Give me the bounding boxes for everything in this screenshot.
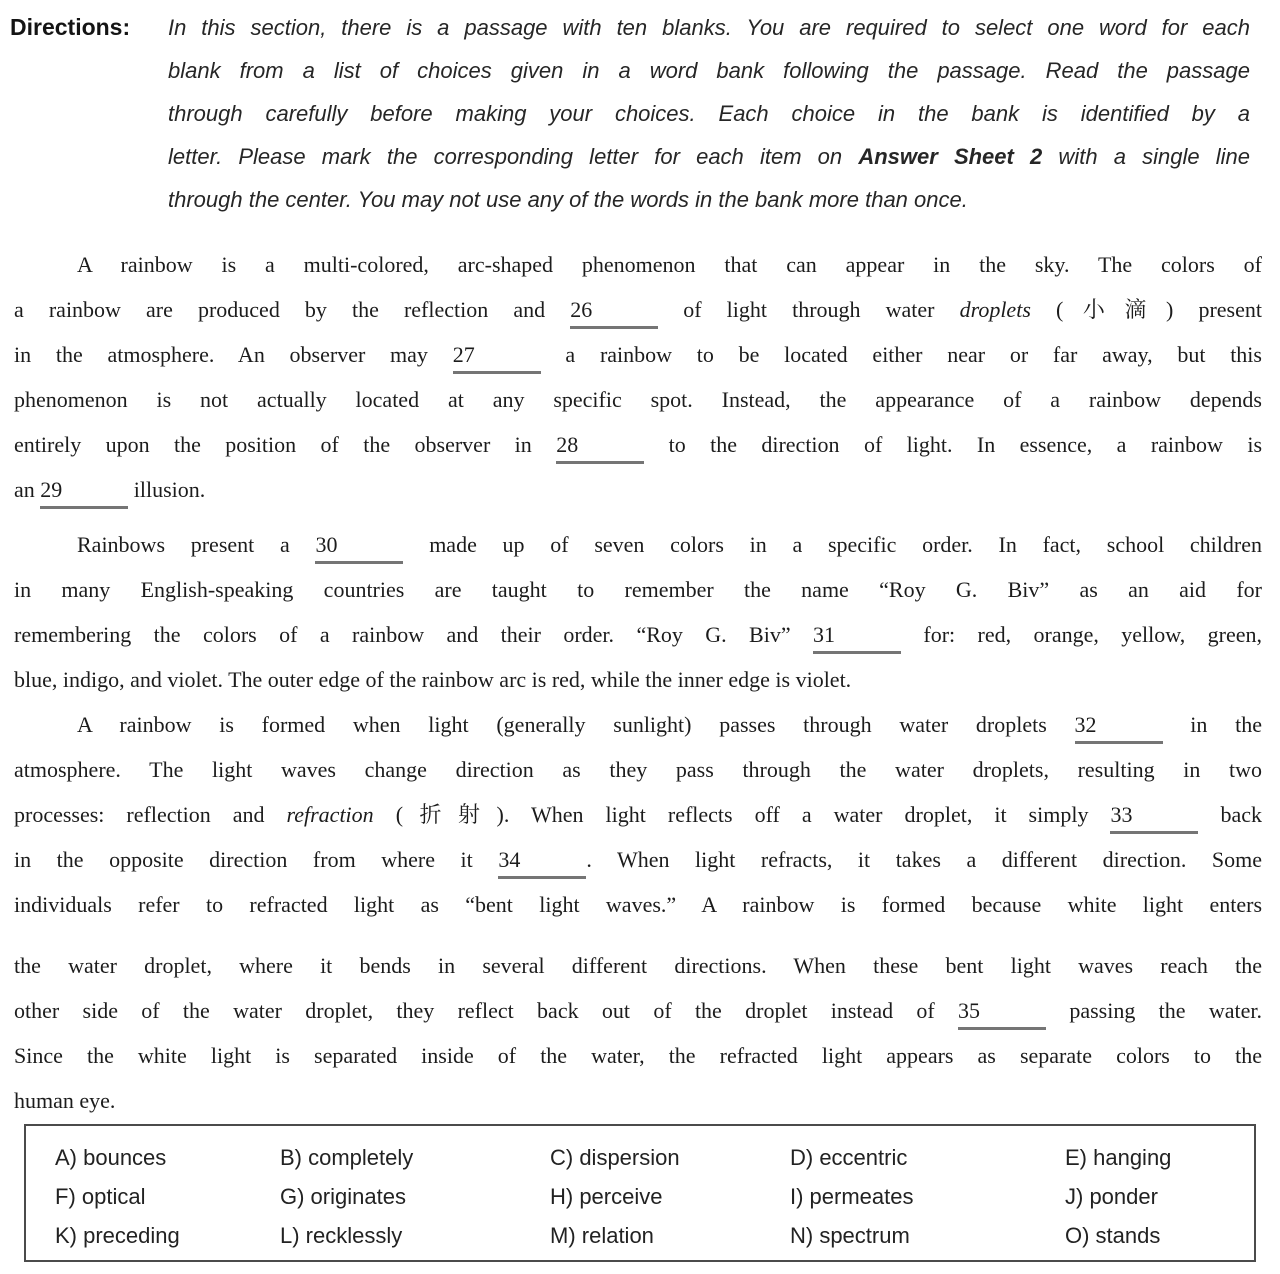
passage-line bbox=[14, 1033, 1262, 1078]
text-run: . When light refracts, it takes a different direction. Some bbox=[586, 847, 1262, 872]
blank-number: 29 bbox=[40, 477, 63, 502]
blank-33 bbox=[1110, 801, 1198, 834]
text-run: in the opposite direction from where it bbox=[14, 847, 499, 872]
passage-line bbox=[14, 988, 1262, 1033]
blank-35 bbox=[958, 997, 1046, 1030]
blank-29 bbox=[40, 476, 128, 509]
text-run: in the bbox=[1162, 712, 1262, 737]
text-run: (小滴) present bbox=[1030, 297, 1262, 322]
directions-line bbox=[168, 6, 1250, 49]
text-run: in many English-speaking countries are taught to remember the name “Roy G. Biv” as an aid for bbox=[14, 577, 1262, 602]
text-run: through the center. You may not use any of the words in the bank more than once. bbox=[168, 187, 968, 212]
text-run: human eye. bbox=[14, 1088, 116, 1113]
passage-paragraph bbox=[14, 242, 1262, 512]
text-run: entirely upon the position of the observer in bbox=[14, 432, 557, 457]
text-run: a rainbow are produced by the reflection and bbox=[14, 297, 571, 322]
passage-paragraph bbox=[14, 943, 1262, 1123]
text-run: made up of seven colors in a specific order. In fact, school children bbox=[403, 532, 1262, 557]
word-bank-item: D) eccentric bbox=[790, 1145, 908, 1170]
blank-31 bbox=[813, 621, 901, 654]
passage-line bbox=[14, 522, 1262, 567]
text-run: A rainbow is a multi-colored, arc-shaped phenomenon that can appear in the sky. The colors of bbox=[77, 252, 1262, 277]
blank-28 bbox=[556, 431, 644, 464]
bold-text: Answer Sheet 2 bbox=[858, 144, 1043, 169]
word-bank bbox=[24, 1124, 1256, 1262]
text-run: for: red, orange, yellow, green, bbox=[901, 622, 1262, 647]
text-run: processes: reflection and bbox=[14, 802, 287, 827]
word-bank-item: J) ponder bbox=[1065, 1184, 1158, 1209]
text-run: a rainbow to be located either near or far away, but this bbox=[540, 342, 1262, 367]
text-run: with a single line bbox=[1042, 144, 1250, 169]
blank-number: 31 bbox=[813, 622, 835, 647]
text-run: blue, indigo, and violet. The outer edge of the rainbow arc is red, while the inner edge is violet. bbox=[14, 667, 852, 692]
passage-line bbox=[14, 882, 1262, 927]
directions-text bbox=[168, 6, 1250, 221]
word-bank-item: C) dispersion bbox=[550, 1145, 680, 1170]
passage-line bbox=[14, 837, 1262, 882]
italic-text: droplets bbox=[959, 297, 1031, 322]
text-run: other side of the water droplet, they reflect back out of the droplet instead of bbox=[14, 998, 959, 1023]
directions-line bbox=[168, 92, 1250, 135]
passage-line bbox=[14, 377, 1262, 422]
word-bank-item: F) optical bbox=[55, 1184, 146, 1209]
passage-paragraph bbox=[14, 702, 1262, 927]
text-run: individuals refer to refracted light as “bent light waves.” A rainbow is formed because white light enters bbox=[14, 892, 1262, 917]
text-run: the water droplet, where it bends in several different directions. When these bent light waves reach the bbox=[14, 953, 1262, 978]
passage-line bbox=[14, 287, 1262, 332]
text-run: through carefully before making your choices. Each choice in the bank is identified by a bbox=[168, 101, 1250, 126]
text-run: In this section, there is a passage with ten blanks. You are required to select one word for each bbox=[168, 15, 1250, 40]
blank-number: 34 bbox=[498, 847, 521, 872]
blank-number: 30 bbox=[315, 532, 338, 557]
text-run: remembering the colors of a rainbow and their order. “Roy G. Biv” bbox=[14, 622, 813, 647]
directions-label: Directions: bbox=[10, 14, 131, 40]
text-run: of light through water bbox=[658, 297, 960, 322]
passage-line bbox=[14, 242, 1262, 287]
word-bank-item: A) bounces bbox=[55, 1145, 167, 1170]
blank-30 bbox=[315, 531, 403, 564]
text-run: to the direction of light. In essence, a rainbow is bbox=[644, 432, 1262, 457]
word-bank-item: O) stands bbox=[1065, 1223, 1161, 1248]
cloze-passage bbox=[14, 242, 1262, 1123]
passage-line bbox=[14, 467, 1262, 512]
word-bank-item: L) recklessly bbox=[280, 1223, 403, 1248]
directions-block bbox=[10, 6, 1250, 221]
passage-line bbox=[14, 1078, 1262, 1123]
passage-line bbox=[14, 747, 1262, 792]
word-bank-item: B) completely bbox=[280, 1145, 414, 1170]
passage-line bbox=[14, 792, 1262, 837]
passage-paragraph bbox=[14, 522, 1262, 702]
text-run: passing the water. bbox=[1046, 998, 1262, 1023]
text-run: blank from a list of choices given in a word bank following the passage. Read the passage bbox=[168, 58, 1250, 83]
text-run: letter. Please mark the corresponding letter for each item on bbox=[168, 144, 859, 169]
blank-26 bbox=[570, 296, 658, 329]
text-run: (折射). When light reflects off a water droplet, it simply bbox=[373, 802, 1111, 827]
word-bank-item: I) permeates bbox=[790, 1184, 914, 1209]
blank-number: 32 bbox=[1074, 712, 1097, 737]
directions-line bbox=[168, 178, 1250, 221]
text-run: in the atmosphere. An observer may bbox=[14, 342, 453, 367]
word-bank-grid bbox=[26, 1126, 1254, 1255]
passage-line bbox=[14, 943, 1262, 988]
blank-number: 26 bbox=[570, 297, 593, 322]
text-run: back bbox=[1198, 802, 1262, 827]
blank-27 bbox=[453, 341, 541, 374]
directions-line bbox=[168, 135, 1250, 178]
blank-number: 27 bbox=[452, 342, 475, 367]
italic-text: refraction bbox=[286, 802, 374, 827]
text-run: an bbox=[14, 477, 41, 502]
text-run: Rainbows present a bbox=[77, 532, 316, 557]
word-bank-item: N) spectrum bbox=[790, 1223, 910, 1248]
word-bank-item: M) relation bbox=[550, 1223, 654, 1248]
blank-number: 28 bbox=[556, 432, 579, 457]
text-run: atmosphere. The light waves change direction as they pass through the water droplets, resulting in two bbox=[14, 757, 1262, 782]
word-bank-item: G) originates bbox=[280, 1184, 406, 1209]
directions-line bbox=[168, 49, 1250, 92]
passage-line bbox=[14, 567, 1262, 612]
text-run: illusion. bbox=[128, 477, 206, 502]
blank-32 bbox=[1075, 711, 1163, 744]
text-run: phenomenon is not actually located at any specific spot. Instead, the appearance of a rainbow depends bbox=[14, 387, 1262, 412]
blank-34 bbox=[498, 846, 586, 879]
passage-line bbox=[14, 702, 1262, 747]
text-run: Since the white light is separated inside of the water, the refracted light appears as separate colors to the bbox=[14, 1043, 1262, 1068]
word-bank-item: H) perceive bbox=[550, 1184, 663, 1209]
word-bank-item: K) preceding bbox=[55, 1223, 180, 1248]
blank-number: 35 bbox=[958, 998, 981, 1023]
text-run: A rainbow is formed when light (generally sunlight) passes through water droplets bbox=[77, 712, 1075, 737]
passage-line bbox=[14, 422, 1262, 467]
blank-number: 33 bbox=[1110, 802, 1133, 827]
word-bank-item: E) hanging bbox=[1065, 1145, 1172, 1170]
passage-line bbox=[14, 612, 1262, 657]
passage-line bbox=[14, 657, 1262, 702]
passage-line bbox=[14, 332, 1262, 377]
